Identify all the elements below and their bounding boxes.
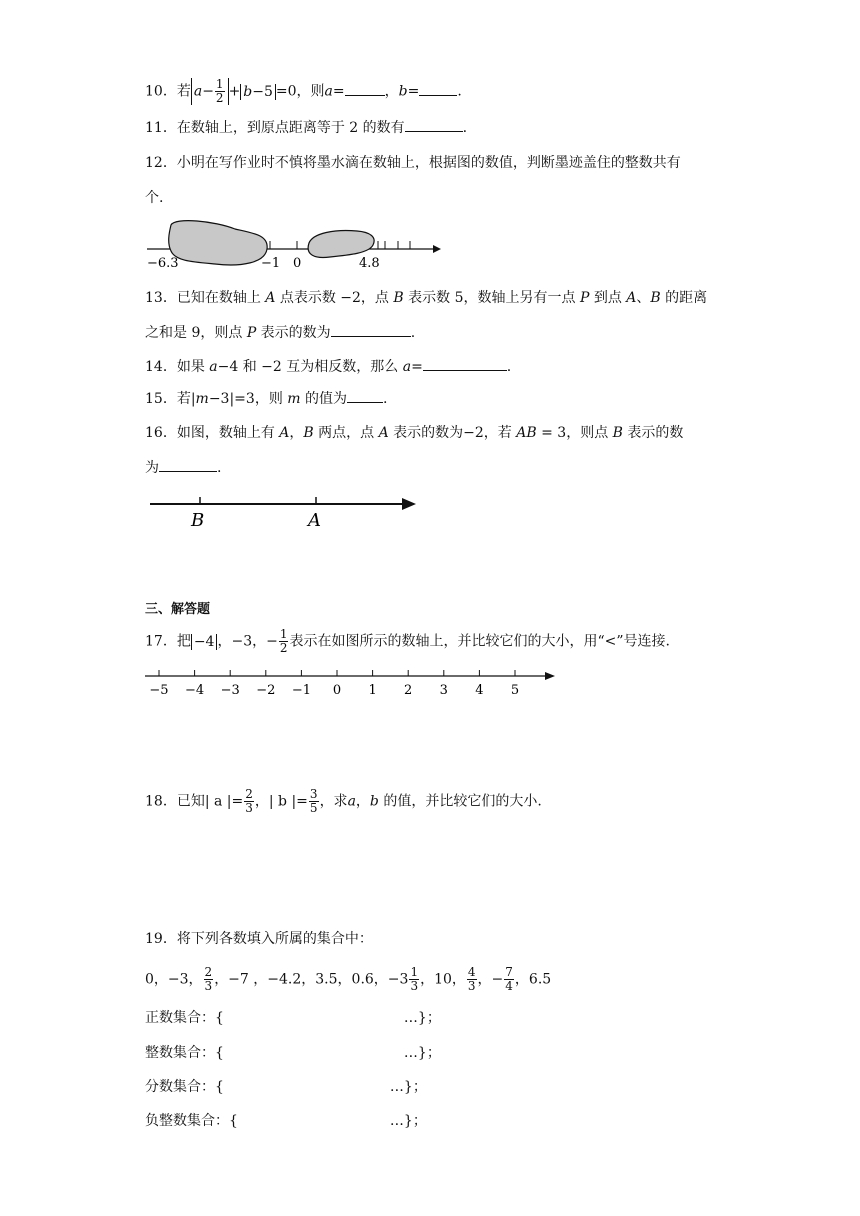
answer-blank[interactable]	[345, 81, 385, 96]
answer-blank[interactable]	[423, 356, 507, 371]
question-16-line1: 16．如图，数轴上有 A，B 两点，点 A 表示的数为−2，若 AB = 3，则点 B 表示的数	[145, 425, 684, 441]
answer-blank[interactable]	[347, 388, 383, 403]
arrow-head	[545, 672, 555, 680]
label-4-8: 4.8	[359, 256, 380, 271]
tick-label: −3	[220, 683, 240, 698]
arrow-head	[402, 498, 416, 510]
question-19-numbers: 0，−3， $\frac{2}{3}$ ，−7 ，−4.2，3.5，0.6，−3 $\frac{1}{3}$ ，10， $\frac{4}{3}$ ，− $\frac{7}{4}$ ，6.5	[145, 965, 552, 993]
question-16-line2: 为 .	[145, 457, 221, 478]
set-negative-integer: 负整数集合：{ …}；	[145, 1113, 427, 1129]
tick-label: 4	[475, 683, 484, 698]
tick-label: 1	[368, 683, 377, 698]
answer-blank[interactable]	[331, 322, 411, 337]
question-18: 18．已知| a |= $\frac{2}{3}$ ，| b |= $\frac{3}{5}$ ，求a，b 的值，并比较它们的大小.	[145, 787, 542, 815]
question-19-title: 19．将下列各数填入所属的集合中：	[145, 931, 373, 947]
tick-label: 5	[510, 683, 520, 698]
answer-blank[interactable]	[405, 117, 463, 132]
arrow-head	[433, 245, 441, 253]
point-a-label: A	[308, 510, 321, 531]
question-13-line1: 13．已知在数轴上 A 点表示数 −2，点 B 表示数 5，数轴上另有一点 P 到点 A、B 的距离	[145, 290, 708, 306]
set-fraction: 分数集合：{ …}；	[145, 1079, 427, 1095]
question-15: 15．若|m−3|=3，则 m 的值为 .	[145, 388, 387, 409]
tick-label: −2	[256, 683, 276, 698]
ink-blot-left	[169, 221, 267, 265]
point-b-label: B	[191, 510, 205, 531]
label-zero: 0	[293, 256, 302, 271]
fraction-two-thirds: $\frac{2}{3}$	[245, 787, 253, 815]
ab-number-line-figure	[150, 492, 420, 532]
answer-blank[interactable]	[159, 457, 217, 472]
abs-expression-b: b−5	[240, 84, 276, 100]
question-17: 17．把 −4 ，−3，− $\frac{1}{2}$ 表示在如图所示的数轴上，并比较它们的大小，用“<”号连接.	[145, 627, 670, 655]
tick-label: −1	[291, 683, 311, 698]
question-12-line1: 12．小明在写作业时不慎将墨水滴在数轴上，根据图的数值，判断墨迹盖住的整数共有	[145, 155, 681, 171]
fraction-half: $\frac{1}{2}$	[279, 627, 288, 655]
question-13-line2: 之和是 9，则点 P 表示的数为 .	[145, 322, 415, 343]
abs-minus-4: −4	[191, 634, 218, 650]
question-11: 11．在数轴上，到原点距离等于 2 的数有 .	[145, 117, 467, 138]
number-line-q17	[145, 668, 565, 698]
tick-label: 2	[404, 683, 413, 698]
question-10: 10．若 a− $\frac{1}{2}$ + b−5 =0，则a= ，b= .	[145, 77, 462, 105]
tick-label: −5	[149, 683, 169, 698]
fraction-half: $\frac{1}{2}$	[215, 77, 224, 105]
fraction-three-fifths: $\frac{3}{5}$	[309, 787, 318, 815]
question-12-line2: 个.	[145, 190, 164, 206]
ink-number-line-figure	[145, 215, 445, 270]
tick-label: 3	[439, 683, 448, 698]
set-integer: 整数集合：{ …}；	[145, 1045, 441, 1061]
set-positive: 正数集合：{ …}；	[145, 1010, 441, 1026]
answer-blank[interactable]	[419, 81, 457, 96]
ink-blot-right	[308, 231, 374, 258]
abs-expression-a: a− $\frac{1}{2}$	[191, 78, 229, 105]
label-minus-6-3: −6.3	[147, 256, 179, 271]
label-minus-1: −1	[261, 256, 281, 271]
question-14: 14．如果 a−4 和 −2 互为相反数，那么 a= .	[145, 356, 511, 377]
tick-label: 0	[332, 683, 342, 698]
tick-label: −4	[185, 683, 205, 698]
section-heading: 三、解答题	[145, 602, 211, 617]
